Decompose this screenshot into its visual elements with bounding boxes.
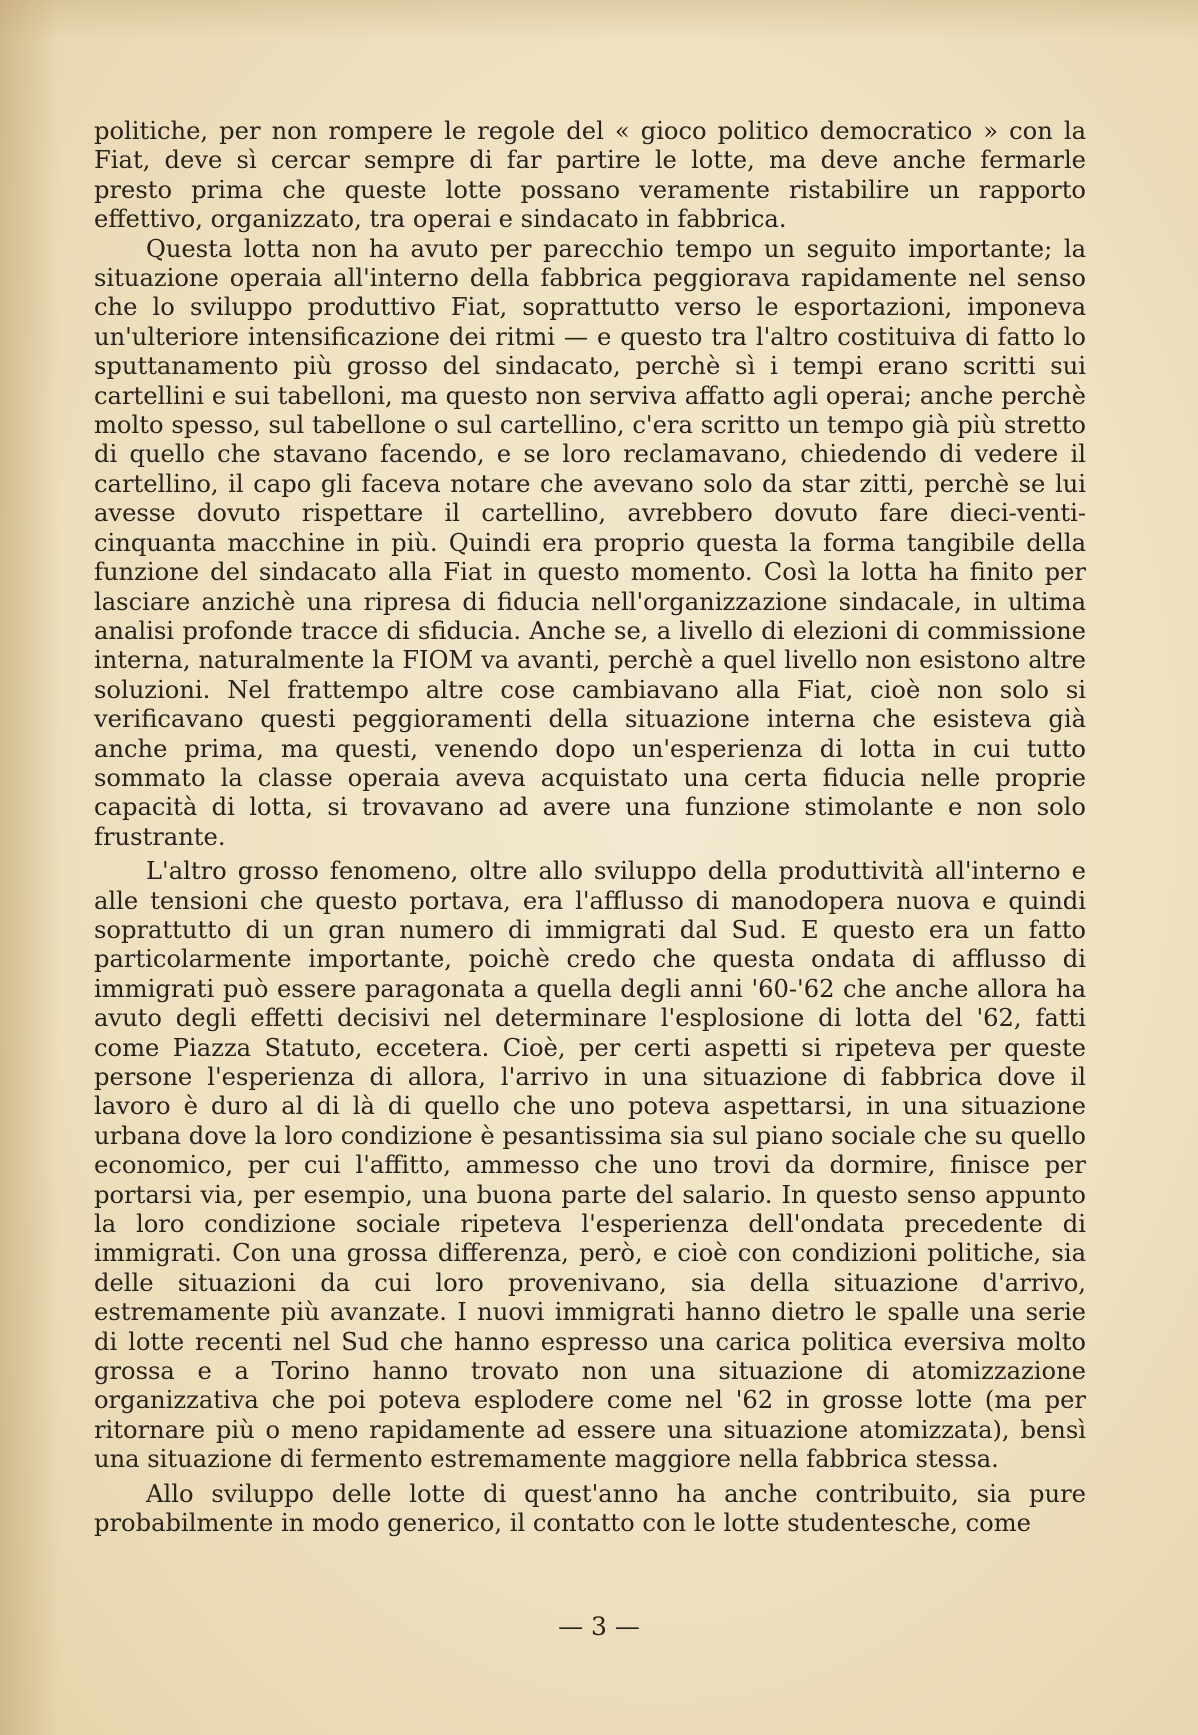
paragraph: L'altro grosso fenomeno, oltre allo sviluppo della produttività all'interno e alle tensioni che questo portava, era l'afflusso di manodopera nuova e quindi soprattutto di un gran numero di immigrati dal Sud. E questo era un fatto particolarmente importante, poichè credo che questa ondata di afflusso di immigrati può essere paragonata a quella degli anni '60-'62 che anche allora ha avuto degli effetti decisivi nel determinare l'esplosione di lotta del '62, fatti come Piazza Statuto, eccetera. Cioè, per certi aspetti si ripeteva per queste persone l'esperienza di allora, l'arrivo in una situazione di fabbrica dove il lavoro è duro al di là di quello che uno poteva aspettarsi, in una situazione urbana dove la loro condizione è pesantissima sia sul piano sociale che su quello economico, per cui l'affitto, ammesso che uno trovi da dormire, finisce per portarsi via, per esempio, una buona parte del salario. In questo senso appunto la loro condizione sociale ripeteva l'esperienza dell'ondata precedente di immigrati. Con una grossa differenza, però, e cioè con condizioni politiche, sia delle situazioni da cui loro provenivano, sia della situazione d'arrivo, estremamente più avanzate. I nuovi immigrati hanno dietro le spalle una serie di lotte recenti nel Sud che hanno espresso una carica politica eversiva molto grossa e a Torino hanno trovato non una situazione di atomizzazione organizzativa che poi poteva esplodere come nel '62 in grosse lotte (ma per ritornare più o meno rapidamente ad essere una situazione atomizzata), bensì una situazione di fermento estremamente maggiore nella fabbrica stessa. — [94, 857, 1086, 1474]
paragraph: Allo sviluppo delle lotte di quest'anno ha anche contribuito, sia pure probabilmente in modo generico, il contatto con le lotte studentesche, come — [94, 1479, 1086, 1538]
paragraph: Questa lotta non ha avuto per parecchio tempo un seguito importante; la situazione operaia all'interno della fabbrica peggiorava rapidamente nel senso che lo sviluppo produttivo Fiat, soprattutto verso le esportazioni, imponeva un'ulteriore intensificazione dei ritmi — e questo tra l'altro costituiva di fatto lo sputtanamento più grosso del sindacato, perchè sì i tempi erano scritti sui cartellini e sui tabelloni, ma questo non serviva affatto agli operai; anche perchè molto spesso, sul tabellone o sul cartellino, c'era scritto un tempo già più stretto di quello che stavano facendo, e se loro reclamavano, chiedendo di vedere il cartellino, il capo gli faceva notare che avevano solo da star zitti, perchè se lui avesse dovuto rispettare il cartellino, avrebbero dovuto fare dieci-venti-cinquanta macchine in più. Quindi era proprio questa la forma tangibile della funzione del sindacato alla Fiat in questo momento. Così la lotta ha finito per lasciare anzichè una ripresa di fiducia nell'organizzazione sindacale, in ultima analisi profonde tracce di sfiducia. Anche se, a livello di elezioni di commissione interna, naturalmente la FIOM va avanti, perchè a quel livello non esistono altre soluzioni. Nel frattempo altre cose cambiavano alla Fiat, cioè non solo si verificavano questi peggioramenti della situazione interna che esisteva già anche prima, ma questi, venendo dopo un'esperienza di lotta in cui tutto sommato la classe operaia aveva acquistato una certa fiducia nelle proprie capacità di lotta, si trovavano ad avere una funzione stimolante e non solo frustrante. — [94, 234, 1086, 851]
paragraph-continuation: politiche, per non rompere le regole del « gioco politico democratico » con la Fiat, deve sì cercar sempre di far partire le lotte, ma deve anche fermarle presto prima che queste lotte possano veramente ristabilire un rapporto effettivo, organizzato, tra operai e sindacato in fabbrica. — [94, 117, 1086, 234]
body-text — [94, 117, 1086, 1539]
page-number: — 3 — — [558, 1612, 640, 1641]
